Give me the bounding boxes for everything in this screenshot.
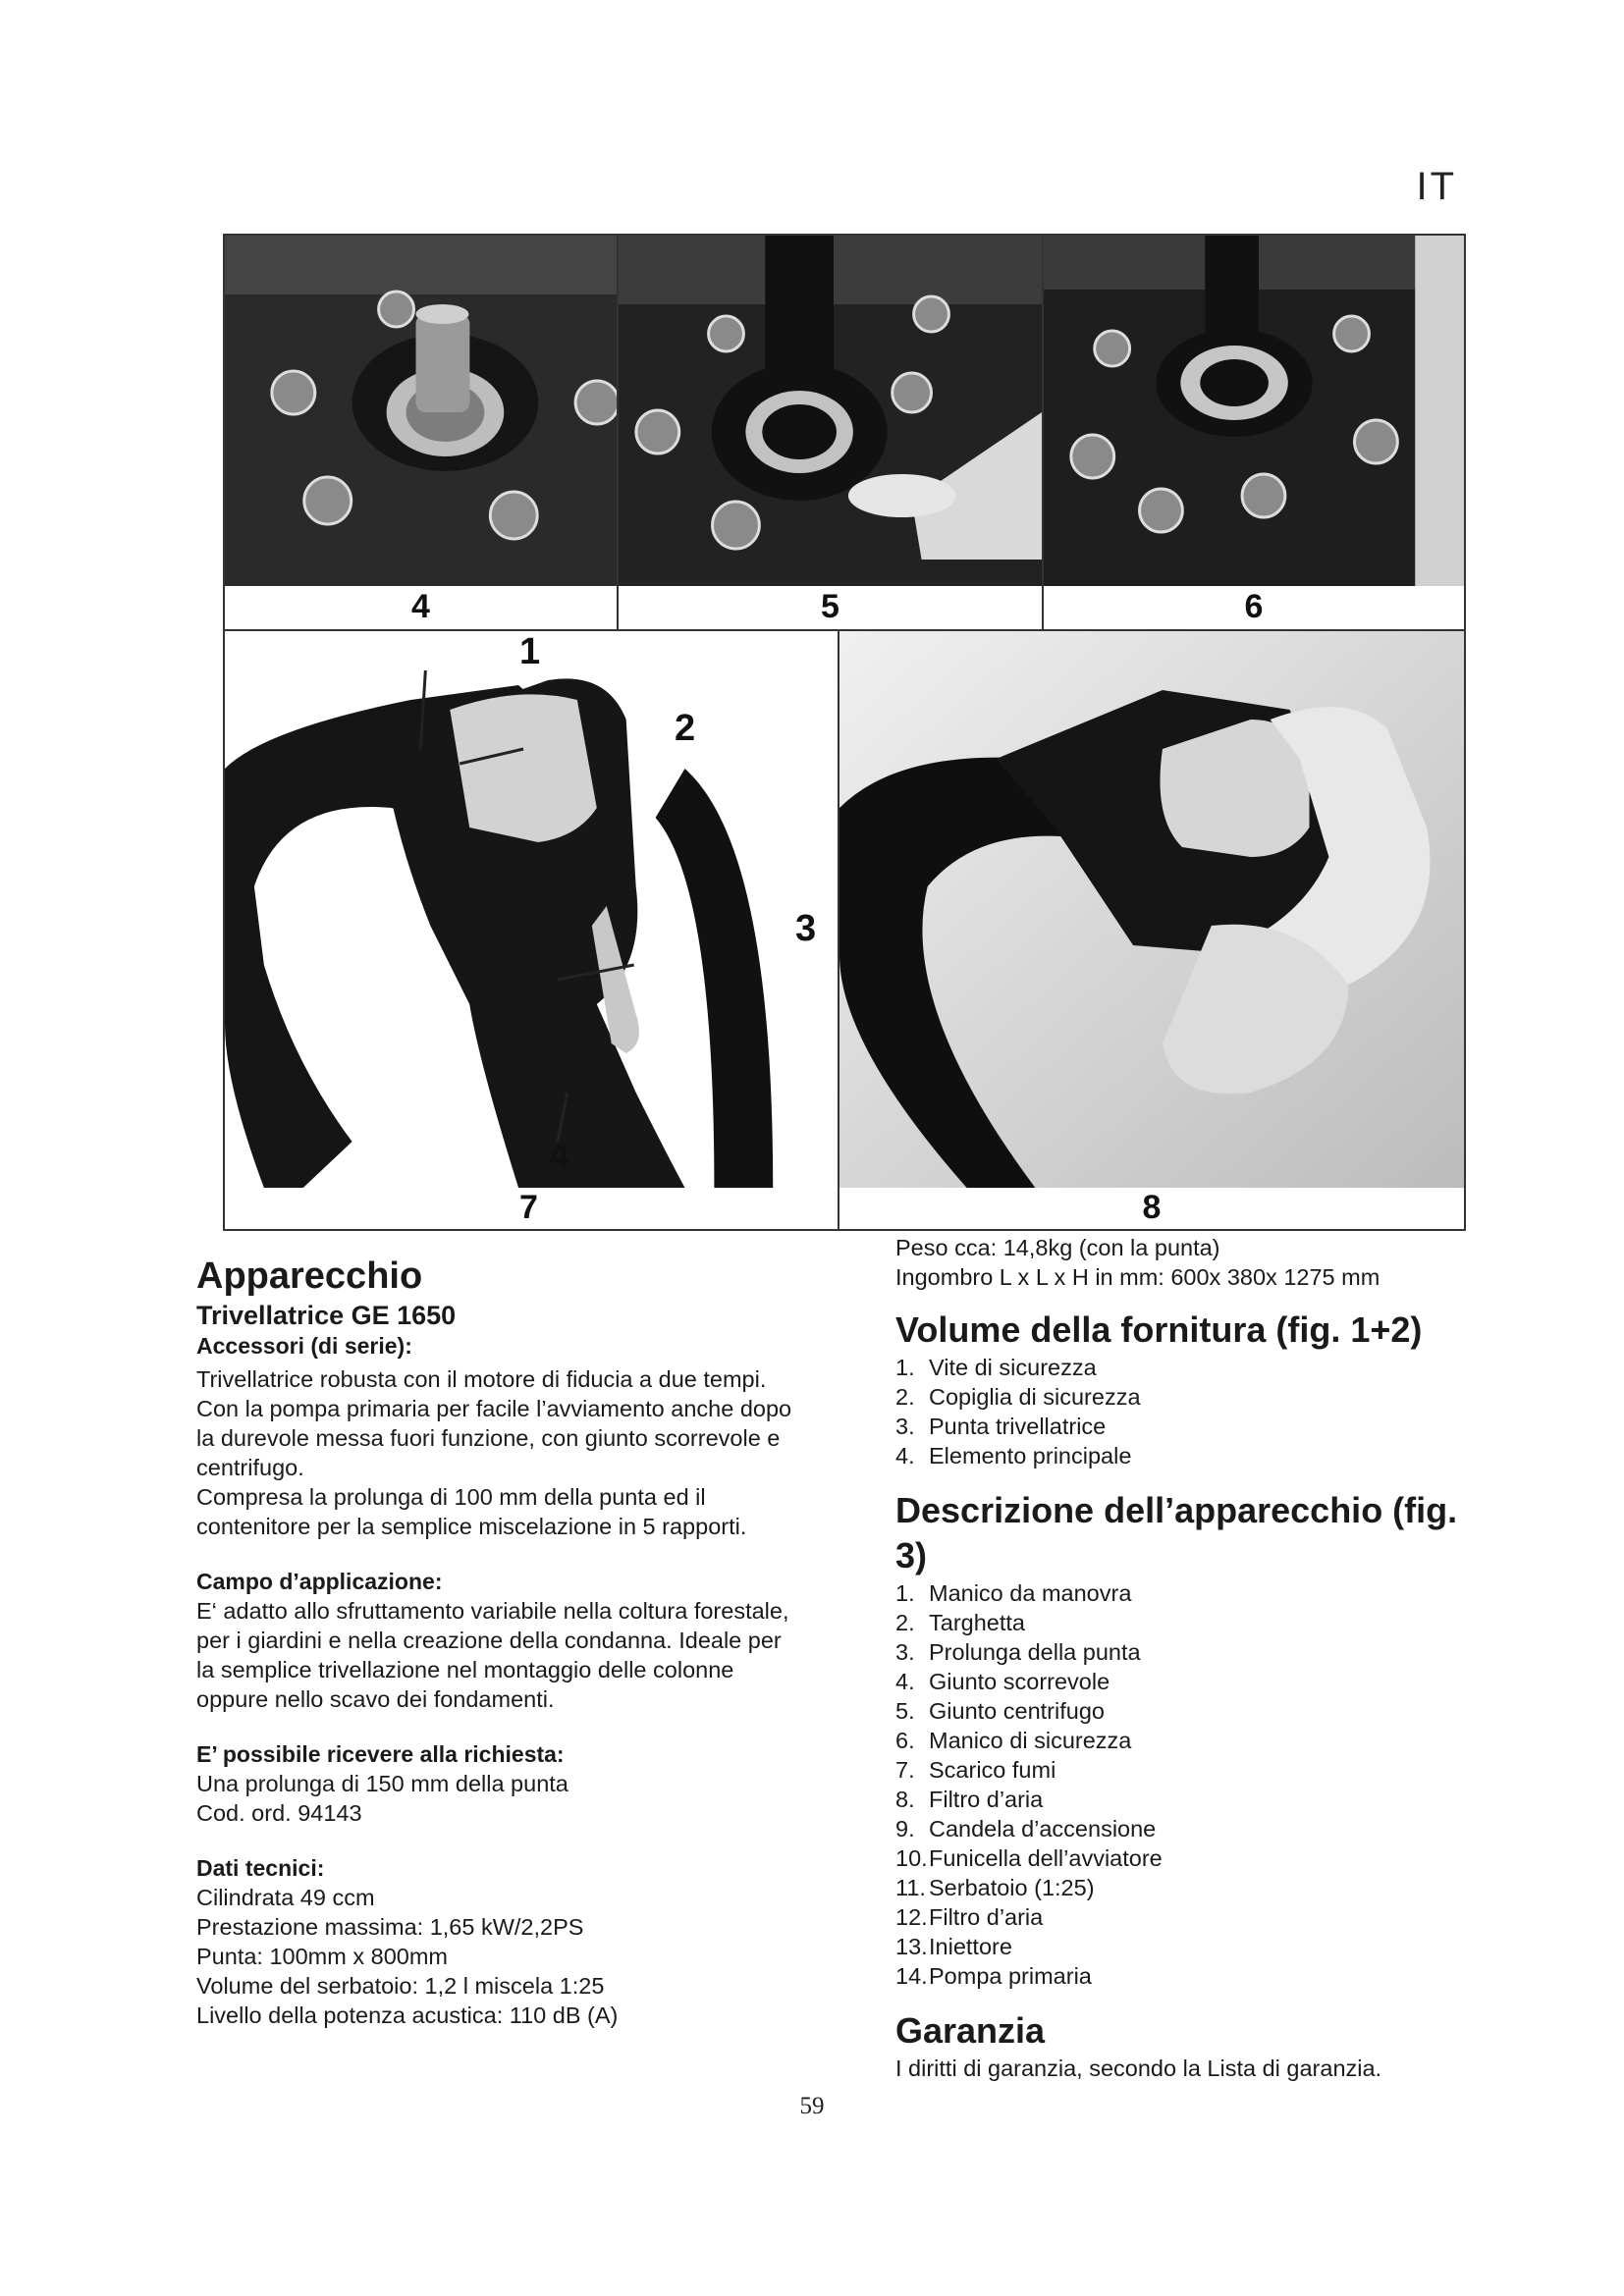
callout-2: 2 — [675, 708, 696, 749]
left-column — [196, 1255, 805, 2030]
figure-8-caption: 8 — [1142, 1189, 1162, 1226]
list-item: 11. Serbatoio (1:25) — [895, 1875, 1095, 1900]
description-heading: Descrizione dell’apparecchio (fig. 3) — [895, 1490, 1458, 1575]
list-item: 5. Giunto centrifugo — [895, 1698, 1105, 1724]
accessories-text: Trivellatrice robusta con il motore di fiducia a due tempi. Con la pompa primaria per facile l’avviamento anche dopo la durevole messa fuori funzione, con giunto scorrevole e centrifugo. — [196, 1366, 792, 1480]
tech-line: Cilindrata 49 ccm — [196, 1885, 375, 1910]
list-item: 3. Prolunga della punta — [895, 1639, 1141, 1665]
figure-7-caption: 7 — [519, 1189, 538, 1226]
list-item: 1. Vite di sicurezza — [895, 1355, 1097, 1380]
figure-6 — [1042, 234, 1466, 631]
callout-1: 1 — [519, 631, 541, 672]
callout-4: 4 — [549, 1136, 570, 1177]
tech-line: Volume del serbatoio: 1,2 l miscela 1:25 — [196, 1973, 605, 1999]
figure-5-caption: 5 — [821, 588, 839, 625]
figure-5-photo — [619, 236, 1042, 586]
list-item: 1. Manico da manovra — [895, 1580, 1132, 1606]
figure-7-photo — [225, 631, 838, 1188]
list-item: 12. Filtro d’aria — [895, 1904, 1044, 1930]
language-code: IT — [1416, 165, 1457, 208]
figure-8-photo — [839, 631, 1464, 1188]
list-item: 4. Giunto scorrevole — [895, 1669, 1110, 1694]
weight-line: Peso cca: 14,8kg (con la punta) — [895, 1235, 1220, 1260]
list-item: 9. Candela d’accensione — [895, 1816, 1157, 1842]
description-list — [895, 1578, 1485, 1991]
tech-heading: Dati tecnici: — [196, 1855, 325, 1881]
list-item: 13. Iniettore — [895, 1934, 1012, 1959]
section-title-apparecchio: Apparecchio — [196, 1255, 423, 1297]
figure-4 — [223, 234, 619, 631]
request-heading: E’ possibile ricevere alla richiesta: — [196, 1741, 565, 1767]
list-item: 2. Copiglia di sicurezza — [895, 1384, 1141, 1410]
list-item: 2. Targhetta — [895, 1610, 1025, 1635]
figure-8 — [838, 629, 1466, 1231]
list-item: 8. Filtro d’aria — [895, 1787, 1044, 1812]
figure-4-caption: 4 — [411, 588, 430, 625]
list-item: 7. Scarico fumi — [895, 1757, 1056, 1783]
figure-7 — [223, 629, 839, 1231]
list-item: 3. Punta trivellatrice — [895, 1414, 1107, 1439]
model-title: Trivellatrice GE 1650 — [196, 1301, 457, 1330]
warranty-heading: Garanzia — [895, 2010, 1046, 2051]
tech-line: Prestazione massima: 1,65 kW/2,2PS — [196, 1914, 584, 1940]
supply-heading: Volume della fornitura (fig. 1+2) — [895, 1309, 1423, 1350]
list-item: 6. Manico di sicurezza — [895, 1728, 1132, 1753]
list-item: 10. Funicella dell’avviatore — [895, 1845, 1163, 1871]
list-item: 14. Pompa primaria — [895, 1963, 1092, 1989]
field-text: E‘ adatto allo sfruttamento variabile nella coltura forestale, per i giardini e nella creazione della condanna. Ideale per la semplice trivellazione nel montaggio delle colonne oppure nello scavo dei fondamenti. — [196, 1598, 789, 1712]
figure-6-photo — [1044, 236, 1464, 586]
field-heading: Campo d’applicazione: — [196, 1569, 443, 1594]
figure-6-caption: 6 — [1244, 588, 1264, 625]
right-column — [895, 1233, 1485, 2083]
dimensions-line: Ingombro L x L x H in mm: 600x 380x 1275 mm — [895, 1264, 1380, 1290]
tech-line: Punta: 100mm x 800mm — [196, 1944, 448, 1969]
request-line-1: Una prolunga di 150 mm della punta — [196, 1771, 568, 1796]
warranty-text: I diritti di garanzia, secondo la Lista di garanzia. — [895, 2056, 1382, 2081]
accessories-heading: Accessori (di serie): — [196, 1333, 412, 1359]
request-line-2: Cod. ord. 94143 — [196, 1800, 362, 1826]
accessories-text-2: Compresa la prolunga di 100 mm della punta ed il contenitore per la semplice miscelazione in 5 rapporti. — [196, 1484, 747, 1539]
page-number: 59 — [799, 2093, 825, 2119]
figure-5 — [617, 234, 1044, 631]
supply-list — [895, 1353, 1485, 1470]
figure-4-photo — [225, 236, 617, 586]
list-item: 4. Elemento principale — [895, 1443, 1132, 1468]
callout-3: 3 — [795, 908, 817, 949]
tech-line: Livello della potenza acustica: 110 dB (A) — [196, 2002, 619, 2028]
